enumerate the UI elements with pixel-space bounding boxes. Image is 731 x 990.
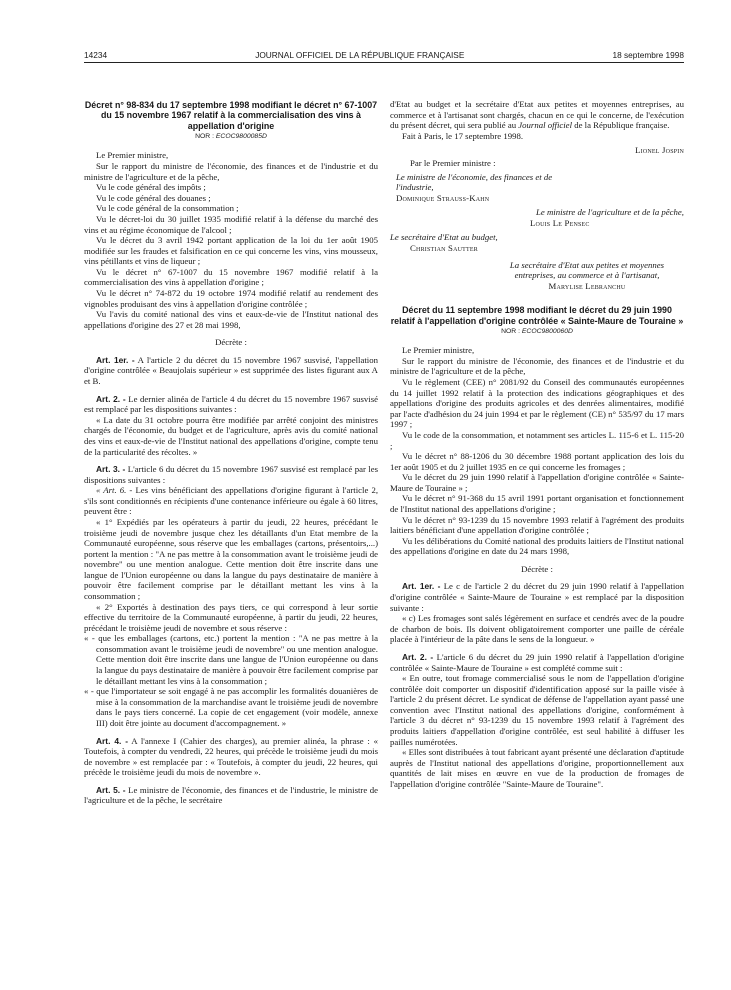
right-column [390, 100, 684, 806]
visa: Vu le code général de la consommation ; [96, 203, 239, 214]
pme-secretary-title: La secrétaire d'Etat aux petites et moyennes entreprises, au commerce et à l'artisanat, [509, 259, 665, 281]
visa: Vu le règlement (CEE) n° 2081/92 du Conseil des communautés européennes du 14 juillet 1992 relatif à la protection des indications géographiques et des appellations d'origine des produits agricoles et des denrées alimentaires, modifié par l'acte d'adhésion du 24 juin 1994 et par le règlement (CE) n° 535/97 du 17 mars 1997 ; [390, 377, 684, 430]
decree-2-title: Décret du 11 septembre 1998 modifiant le décret du 29 juin 1990 relatif à l'appellation d'origine contrôlée « Sainte-Maure de Touraine » [390, 305, 684, 326]
decree-1-nor [84, 133, 378, 141]
visa: Vu le décret-loi du 30 juillet 1935 modifié relatif à la défense du marché des vins et au régime économique de l'alcool ; [84, 213, 378, 235]
article-label: Art. 1er. - [96, 354, 135, 365]
article-6-dash-1: « - que les emballages (cartons, etc.) portent la mention : "A ne pas mettre à la consommation avant le troisième jeudi de novembre" ou une mention analogue. Cette mention doit être inscrite dans une langue de l'Union européenne ou dans la langue du pays destinataire de manière à pouvoir être facilement comprise par le détaillant mettant les vins à la consommation ; [84, 633, 378, 686]
minister-eco-name: Dominique Strauss-Kahn [396, 192, 490, 203]
article-label: Art. 3. - [96, 464, 126, 475]
visa: Vu les délibérations du Comité national des produits laitiers de l'Institut national des appellations d'origine en date du 24 mars 1998, [390, 535, 684, 557]
article-label: Art. 4. - [96, 735, 128, 746]
issue-date: 18 septembre 1998 [612, 50, 684, 60]
visa: Sur le rapport du ministre de l'économie, des finances et de l'industrie et du ministre de l'agriculture et de la pêche, [84, 161, 378, 182]
visa: Vu le décret n° 67-1007 du 15 novembre 1967 modifié relatif à la commercialisation des vins à appellation d'origine ; [84, 266, 378, 288]
decree-2-article-2-quote-2: « Elles sont distribuées à tout fabricant ayant présenté une déclaration d'aptitude auprès de l'Institut national des appellations d'origine, proportionnellement aux quantités de lait mises en œuvre en vue de la production de fromages de l'appellation d'origine contrôlée "Sainte-Maure de Touraine". [390, 747, 684, 789]
article-5-continued [390, 99, 684, 131]
article-6-point-1: « 1° Expédiés par les opérateurs à partir du jeudi, 22 heures, précédant le troisième jeudi de novembre jusque chez les détaillants d'un Etat membre de la Communauté européenne, sous réserve que les emballages (cartons, présentoirs,...) portent la mention : "A ne pas mettre à la consommation avant le troisième jeudi de novembre" ou une mention analogue. Cette mention doit être inscrite dans une langue de l'Union européenne ou dans la langue du pays destinataire de manière à pouvoir être facilement comprise par le détaillant mettant les vins à la consommation ; [84, 516, 378, 602]
page-header [84, 50, 684, 63]
signature-date: Fait à Paris, le 17 septembre 1998. [402, 130, 524, 141]
nor-code: ECOC9800085D [215, 133, 267, 141]
minister-eco-title: Le ministre de l'économie, des finances et de l'industrie, [396, 171, 553, 193]
visa: Vu le code général des impôts ; [96, 182, 206, 193]
decree-1-title: Décret n° 98-834 du 17 septembre 1998 modifiant le décret n° 67-1007 du 15 novembre 1967 relatif à la commercialisation des vins à appellation d'origine [84, 100, 378, 131]
article-2 [84, 394, 378, 415]
article-1 [84, 355, 378, 387]
article-5-continuation-text: d'Etat au budget et la secrétaire d'Etat aux petites et moyennes entreprises, au commerce et à l'artisanat sont chargés, chacun en ce qui le concerne, de l'exécution du présent décret, qui sera publié au Journal officiel de la République française. [390, 99, 684, 131]
two-column-body [84, 100, 684, 806]
article-text: A l'article 2 du décret du 15 novembre 1967 susvisé, l'appellation d'origine contrôlée « Beaujolais supérieur » est supprimée des listes figurant aux A et B. [84, 354, 378, 387]
visa: Sur le rapport du ministre de l'économie, des finances et de l'industrie et du ministre de l'agriculture et de la pêche, [390, 355, 684, 377]
decree-2-decrete: Décrète : [521, 563, 553, 574]
visa: Vu le code de la consommation, et notamment ses articles L. 115-6 et L. 115-20 ; [390, 429, 684, 451]
pm-signature: Lionel Jospin [635, 145, 684, 156]
article-text: Le ministre de l'économie, des finances et de l'industrie, le ministre de l'agriculture et de la pêche, le secrétaire [84, 784, 379, 806]
article-text: Le c de l'article 2 du décret du 29 juin 1990 relatif à l'appellation d'origine contrôlée « Sainte-Maure de Touraine » est remplacé par la disposition suivante : [390, 581, 685, 613]
decree-1-opening: Le Premier ministre, [96, 150, 169, 161]
nor-label: NOR : [195, 133, 214, 141]
visa: Vu le décret n° 74-872 du 19 octobre 1974 modifié relatif au rendement des vignobles produisant des vins à appellation d'origine contrôlée ; [84, 287, 378, 309]
decree-2-article-1-quote: « c) Les fromages sont salés légèrement en surface et cendrés avec de la poudre de charbon de bois. Ils doivent obligatoirement comporter une paille de céréale placée à l'intérieur de la pâte dans le sens de la longueur. » [390, 613, 684, 645]
pme-secretary-name: Marylise Lebranchu [548, 280, 626, 291]
left-column [84, 100, 378, 806]
decree-1-decrete: Décrète : [215, 337, 247, 348]
article-label: Art. 2. - [96, 393, 126, 404]
nor-label: NOR : [501, 328, 520, 336]
decree-2-opening: Le Premier ministre, [402, 345, 475, 356]
journal-name: JOURNAL OFFICIEL DE LA RÉPUBLIQUE FRANÇAISE [255, 50, 465, 60]
article-text: L'article 6 du décret du 29 juin 1990 relatif à l'appellation d'origine contrôlée « Sainte-Maure de Touraine » est complété comme suit : [390, 651, 684, 673]
pm-by: Par le Premier ministre : [410, 157, 496, 168]
page-number: 14234 [84, 50, 108, 60]
budget-secretary-name: Christian Sautter [410, 242, 478, 253]
minister-agri-title: Le ministre de l'agriculture et de la pêche, [536, 207, 684, 218]
article-text: L'article 6 du décret du 15 novembre 1967 susvisé est remplacé par les dispositions suivantes : [84, 464, 379, 485]
article-label: Art. 1er. - [402, 581, 441, 592]
article-text: A l'annexe I (Cahier des charges), au premier alinéa, la phrase : « Toutefois, à compter du vendredi, 22 heures, qui précède le troisième jeudi du mois de novembre » est remplacée par : « Toutefois, à compter du jeudi, 22 heures, qui précède le troisième jeudi du mois de novembre ». [84, 735, 378, 778]
visa: Vu le décret du 3 avril 1942 portant application de la loi du 1er août 1905 modifiée sur les fraudes et falsification en ce qui concerne les vins, vins mousseux, vins pétillants et vins de liqueur ; [84, 235, 378, 267]
nor-code: ECOC9800060D [521, 328, 573, 336]
article-label: Art. 5. - [96, 784, 126, 795]
visa: Vu l'avis du comité national des vins et eaux-de-vie de l'Institut national des appellations d'origine des 27 et 28 mai 1998, [84, 309, 378, 330]
article-6-dash-2: « - que l'importateur se soit engagé à ne pas accomplir les formalités douanières de mise à la consommation de la marchandise avant le troisième jeudi de novembre dans le pays tiers concerné. La copie de cet engagement (voir modèle, annexe III) doit être jointe au document d'accompagnement. » [84, 686, 378, 728]
article-6-intro [84, 485, 378, 517]
decree-2-article-1 [390, 581, 684, 613]
article-2-quote: « La date du 31 octobre pourra être modifiée par arrêté conjoint des ministres chargés de l'économie, du budget et de l'agriculture, après avis du comité national des vins et eaux-de-vie de l'Institut national des appellations d'origine, compte tenu de la particularité des récoltes. » [84, 414, 378, 457]
visa: Vu le décret du 29 juin 1990 relatif à l'appellation d'origine contrôlée « Sainte-Maure de Touraine » ; [390, 472, 684, 493]
article-label: Art. 2. - [402, 651, 434, 662]
article-text: Les vins bénéficiant des appellations d'origine figurant à l'article 2, s'ils sont conditionnés en récipients d'une contenance inférieure ou égale à 60 litres, peuvent être : [84, 485, 379, 517]
visa: Vu le décret n° 93-1239 du 15 novembre 1993 relatif à l'agrément des produits laitiers bénéficiant d'une appellation d'origine contrôlée ; [390, 514, 684, 536]
inner-article-label: « Art. 6. - [96, 485, 133, 496]
budget-secretary-title: Le secrétaire d'Etat au budget, [390, 232, 498, 243]
decree-2-article-2 [390, 652, 684, 673]
article-3 [84, 464, 378, 485]
visa: Vu le décret n° 91-368 du 15 avril 1991 portant organisation et fonctionnement de l'Institut national des appellations d'origine ; [390, 493, 684, 514]
minister-agri-name: Louis Le Pensec [530, 217, 590, 228]
article-4 [84, 736, 378, 778]
article-5 [84, 785, 378, 806]
visa: Vu le code général des douanes ; [96, 192, 211, 203]
decree-2-article-2-quote-1: « En outre, tout fromage commercialisé sous le nom de l'appellation d'origine contrôlée doit comporter un dispositif d'identification apposé sur la paille visée à l'article 2 du présent décret. Le syndicat de défense de l'appellation ayant passé une convention avec l'Institut national des appellations d'origine, conformément à l'article 3 du décret n° 93-1239 du 15 novembre 1993 relatif à l'agrément des produits laitiers d'appellation d'origine contrôlée, est seul habilité à diffuser les pailles numérotées. [390, 673, 684, 747]
decree-2-nor [390, 328, 684, 336]
article-6-point-2: « 2° Exportés à destination des pays tiers, ce qui correspond à leur sortie effective du territoire de la Communauté européenne, à partir du jeudi, 22 heures, précédant le troisième jeudi de novembre et sous réserve : [84, 601, 378, 633]
article-text: Le dernier alinéa de l'article 4 du décret du 15 novembre 1967 susvisé est remplacé par les dispositions suivantes : [84, 393, 379, 415]
visa: Vu le décret n° 88-1206 du 30 décembre 1988 portant application des lois du 1er août 1905 et du 2 juillet 1935 en ce qui concerne les fromages ; [390, 451, 684, 472]
